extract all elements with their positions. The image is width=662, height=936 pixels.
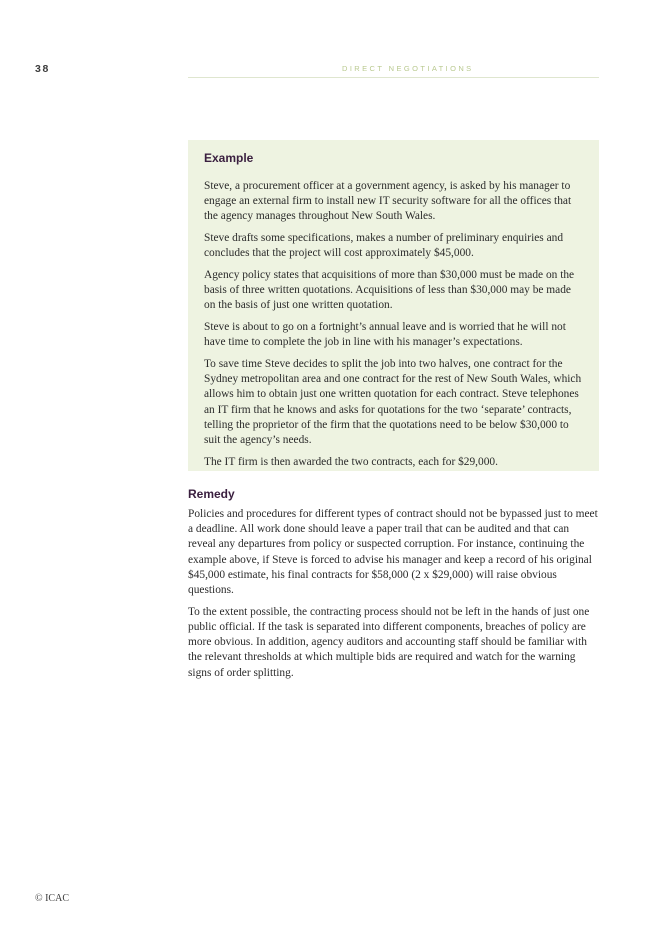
example-paragraph: Steve drafts some specifications, makes a number of preliminary enquiries and concludes that the project will cost approximately $45,000. — [204, 232, 564, 260]
remedy-paragraph: To the extent possible, the contracting process should not be left in the hands of just one public official. If the task is separated into different components, breaches of policy are more obvious. In addition, agency auditors and accounting staff should be familiar with the relevant thresholds at which multiple bids are required and watch for the warning signs of order splitting. — [188, 605, 590, 679]
example-paragraph: Steve is about to go on a fortnight’s annual leave and is worried that he will not have time to complete the job in line with his manager’s expectations. — [204, 321, 566, 349]
example-heading: Example — [204, 151, 254, 165]
remedy-paragraph: Policies and procedures for different types of contract should not be bypassed just to meet a deadline. All work done should leave a paper trail that can be audited and that can reveal any departures from policy or suspected corruption. For instance, continuing the example above, if Steve is forced to advise his manager and keep a record of his original $45,000 estimate, his final contracts for $58,000 (2 x $29,000) will raise obvious questions. — [188, 508, 598, 597]
example-callout-box — [188, 140, 599, 471]
example-paragraph: Steve, a procurement officer at a government agency, is asked by his manager to engage an external firm to install new IT security software for all the offices that the agency manages throughout New South Wales. — [204, 180, 572, 223]
remedy-section — [188, 487, 599, 687]
footer-copyright: © ICAC — [35, 893, 69, 904]
running-header-section-title: DIRECT NEGOTIATIONS — [342, 64, 474, 73]
header-divider — [188, 77, 599, 78]
page-number: 38 — [35, 63, 50, 75]
remedy-heading: Remedy — [188, 487, 235, 501]
example-paragraph: Agency policy states that acquisitions of more than $30,000 must be made on the basis of three written quotations. Acquisitions of less than $30,000 may be made on the basis of just one written quotation. — [204, 269, 575, 312]
example-paragraph: To save time Steve decides to split the job into two halves, one contract for the Sydney metropolitan area and one contract for the rest of New South Wales, which allows him to obtain just one written quotation for each contract. Steve telephones an IT firm that he knows and asks for quotations for the two ‘separate’ contracts, telling the proprietor of the firm that the quotations need to be below $30,000 to suit the agency’s needs. — [204, 358, 582, 447]
example-paragraph: The IT firm is then awarded the two contracts, each for $29,000. — [204, 455, 498, 468]
